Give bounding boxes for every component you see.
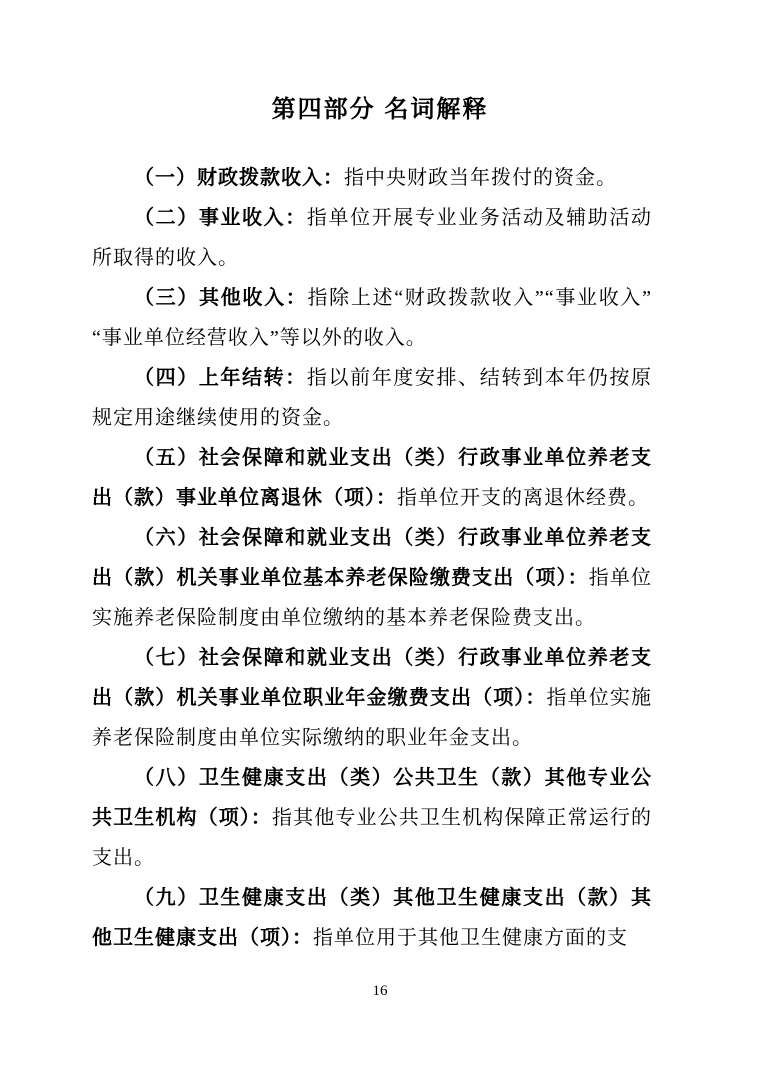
definition-paragraph-5: [92, 438, 652, 518]
definition-paragraph-7: [92, 638, 652, 758]
term-label: （六）社会保障和就业支出（类）行政事业单位养老支出（款）机关事业单位基本养老保险缴费支出（项）：: [92, 527, 652, 589]
term-definition: 指单位用于其他卫生健康方面的支: [313, 927, 628, 949]
term-label: （五）社会保障和就业支出（类）行政事业单位养老支出（款）事业单位离退休（项）：: [92, 447, 652, 509]
page-number: 16: [372, 983, 388, 999]
term-label: （四）上年结转：: [134, 367, 307, 389]
term-label: （一）财政拨款收入：: [134, 167, 344, 189]
definition-paragraph-6: [92, 518, 652, 638]
term-definition: 指以前年度安排、结转到本年仍按原规定用途继续使用的资金。: [92, 367, 653, 429]
term-label: （八）卫生健康支出（类）公共卫生（款）其他专业公共卫生机构（项）：: [92, 767, 652, 829]
term-definition: 指除上述“财政拨款收入”“事业收入”“事业单位经营收入”等以外的收入。: [92, 287, 652, 349]
term-definition: 指单位实施养老保险制度由单位缴纳的基本养老保险费支出。: [92, 567, 653, 629]
term-label: （七）社会保障和就业支出（类）行政事业单位养老支出（款）机关事业单位职业年金缴费支出（项）：: [92, 647, 652, 709]
definition-paragraph-3: [92, 278, 652, 358]
term-definition: 指单位实施养老保险制度由单位实际缴纳的职业年金支出。: [92, 687, 653, 749]
definition-paragraph-8: [92, 758, 652, 878]
page-title: 第四部分 名词解释: [271, 96, 489, 123]
term-definition: 指单位开展专业业务活动及辅助活动所取得的收入。: [92, 207, 653, 269]
definition-paragraph-9: [92, 878, 652, 958]
definition-paragraph-4: [92, 358, 652, 438]
term-label: （九）卫生健康支出（类）其他卫生健康支出（款）其他卫生健康支出（项）：: [92, 887, 652, 949]
term-definition: 指单位开支的离退休经费。: [397, 487, 649, 509]
definition-paragraph-1: [92, 158, 652, 198]
document-body: [92, 158, 652, 958]
definition-paragraph-2: [92, 198, 652, 278]
term-label: （二）事业收入：: [134, 207, 307, 229]
term-definition: 指中央财政当年拨付的资金。: [344, 167, 617, 189]
term-definition: 指其他专业公共卫生机构保障正常运行的支出。: [92, 807, 653, 869]
term-label: （三）其他收入：: [134, 287, 308, 309]
